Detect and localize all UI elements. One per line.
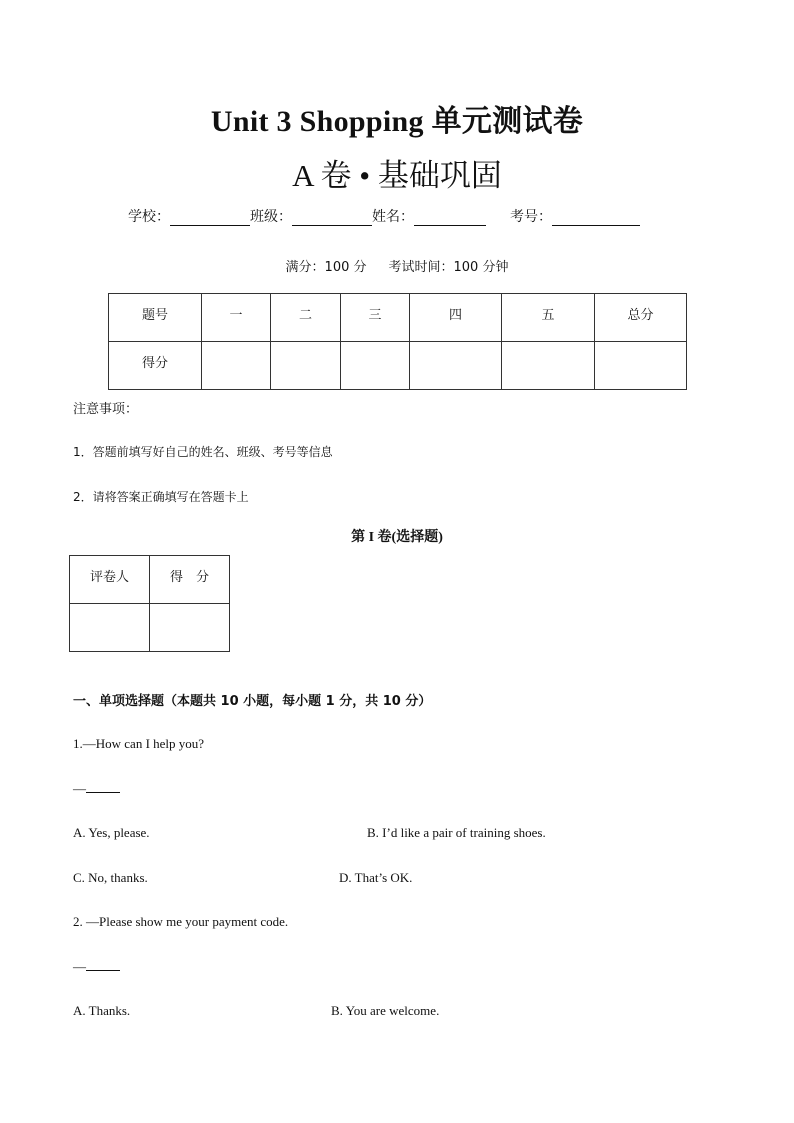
score-cell[interactable] (502, 342, 595, 390)
section-title: 第 I 卷(选择题) (351, 530, 443, 545)
score-cell[interactable] (202, 342, 271, 390)
score-cell[interactable] (410, 342, 502, 390)
question-1-option-b[interactable]: B. I’d like a pair of training shoes. (367, 825, 546, 840)
exam-no-label: 考号： (510, 209, 552, 225)
question-1-option-c[interactable]: C. No, thanks. (73, 870, 148, 885)
notice-item: 2．请将答案正确填写在答题卡上 (73, 490, 249, 504)
question-2-option-b[interactable]: B. You are welcome. (331, 1003, 440, 1018)
question-1-option-d[interactable]: D. That’s OK. (339, 870, 413, 885)
score-header-row (109, 294, 687, 342)
answer-blank[interactable] (86, 960, 120, 971)
score-value-row (109, 342, 687, 390)
exam-meta (0, 256, 794, 275)
score-header-cell: 总分 (595, 294, 687, 342)
class-label: 班级： (250, 209, 292, 225)
page-subtitle: A 卷 • 基础巩固 (292, 158, 502, 193)
class-field[interactable] (292, 210, 372, 226)
question-2-option-a[interactable]: A. Thanks. (73, 1003, 131, 1018)
score-header-cell: 三 (341, 294, 410, 342)
score-header-cell: 四 (410, 294, 502, 342)
school-field[interactable] (170, 210, 250, 226)
exam-no-field[interactable] (552, 210, 640, 226)
question-1-prompt: 1.—How can I help you? (73, 736, 205, 751)
score-cell[interactable] (271, 342, 341, 390)
question-2-answer-line (73, 959, 120, 975)
school-label: 学校： (128, 209, 170, 225)
grader-header-cell: 评卷人 (70, 556, 150, 604)
grader-header-row (70, 556, 230, 604)
score-header-cell: 一 (202, 294, 271, 342)
question-2-prompt: 2. —Please show me your payment code. (73, 914, 289, 929)
question-1-answer-line (73, 781, 120, 797)
score-cell[interactable] (341, 342, 410, 390)
question-1-option-a[interactable]: A. Yes, please. (73, 825, 150, 840)
exam-time: 考试时间：100 分钟 (388, 260, 509, 275)
score-cell[interactable] (595, 342, 687, 390)
score-header-cell: 二 (271, 294, 341, 342)
name-label: 姓名： (372, 209, 414, 225)
score-row-label: 得分 (109, 342, 202, 390)
grader-cell[interactable] (150, 604, 230, 652)
answer-prefix: — (73, 781, 86, 796)
answer-blank[interactable] (86, 782, 120, 793)
grader-table (69, 555, 230, 652)
answer-prefix: — (73, 959, 86, 974)
grader-header-cell: 得 分 (150, 556, 230, 604)
part-one-heading: 一、单项选择题（本题共 10 小题，每小题 1 分，共 10 分） (73, 694, 432, 709)
name-field[interactable] (414, 210, 486, 226)
score-table (108, 293, 687, 390)
score-header-cell: 题号 (109, 294, 202, 342)
notice-item: 1．答题前填写好自己的姓名、班级、考号等信息 (73, 445, 333, 459)
page-title: Unit 3 Shopping 单元测试卷 (210, 105, 584, 138)
score-header-cell: 五 (502, 294, 595, 342)
full-score: 满分：100 分 (285, 260, 367, 275)
student-info-row (128, 206, 640, 226)
grader-cell[interactable] (70, 604, 150, 652)
grader-value-row (70, 604, 230, 652)
notice-heading: 注意事项： (73, 402, 139, 417)
